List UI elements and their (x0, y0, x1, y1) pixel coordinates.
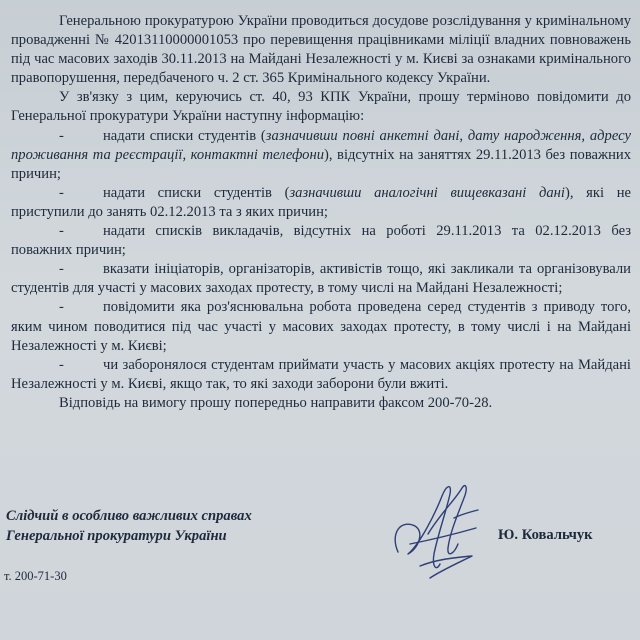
signer-name: Ю. Ковальчук (498, 527, 593, 543)
list-dash: - (59, 261, 64, 278)
italic-note: зазначивши повні анкетні дані, дату народження, адресу проживання та реєстрації, контактні телефони (11, 127, 631, 163)
italic-note: зазначивши аналогічні вищевказані дані (289, 184, 565, 201)
list-item-prohibition: - чи заборонялося студентам приймати участь у масових акціях протесту на Майдані Незалежності у м. Києві, якщо так, то які заходи заборони були вжиті. (11, 356, 631, 392)
letter-body (11, 12, 631, 413)
signer-title-line1: Слідчий в особливо важливих справах (6, 508, 252, 524)
handwritten-signature (380, 474, 490, 584)
paragraph-investigation: Генеральною прокуратурою України проводиться досудове розслідування у кримінальному провадженні № 42013110000001053 про перевищення працівниками міліції владних повноважень під час масових заходів 30.11.2013 на Майдані Незалежності у м. Києві за ознаками кримінального правопорушення, передбаченого ч. 2 ст. 365 Кримінального кодексу України. (11, 13, 631, 87)
list-item-students-not-returned: - надати списки студентів (зазначивши аналогічні вищевказані дані), які не приступили до занять 02.12.2013 та з яких причин; (11, 184, 632, 220)
list-dash: - (59, 127, 64, 144)
list-item-explanatory-work: - повідомити яка роз'яснювальна робота проведена серед студентів з приводу того, яким чином поводитися під час участі у масових заходах протесту, в тому числі і на Майдані Незалежності у м. Києві; (11, 299, 631, 354)
signer-title (6, 506, 252, 546)
list-dash: - (59, 356, 64, 373)
signer-title-line2: Генеральної прокуратури України (6, 528, 227, 544)
paragraph-request: У зв'язку з цим, керуючись ст. 40, 93 КПК України, прошу терміново повідомити до Генеральної прокуратури України наступну інформацію: (11, 89, 631, 125)
list-item-absent-students: - надати списки студентів (зазначивши повні анкетні дані, дату народження, адресу проживання та реєстрації, контактні телефони), відсутніх на заняттях 29.11.2013 без поважних причин; (11, 127, 631, 182)
paragraph-closing: Відповідь на вимогу прошу попередньо направити факсом 200-70-28. (59, 394, 493, 411)
list-item-organizers: - вказати ініціаторів, організаторів, активістів тощо, які закликали та організовували студентів для участі у масових заходах протесту, в тому числі на Майдані Незалежності; (11, 261, 631, 297)
list-dash: - (59, 184, 64, 201)
phone-number: т. 200-71-30 (4, 569, 67, 583)
list-item-absent-teachers: - надати списків викладачів, відсутніх на роботі 29.11.2013 та 02.12.2013 без поважних причин; (11, 223, 631, 259)
list-dash: - (59, 223, 64, 240)
list-dash: - (59, 299, 64, 316)
